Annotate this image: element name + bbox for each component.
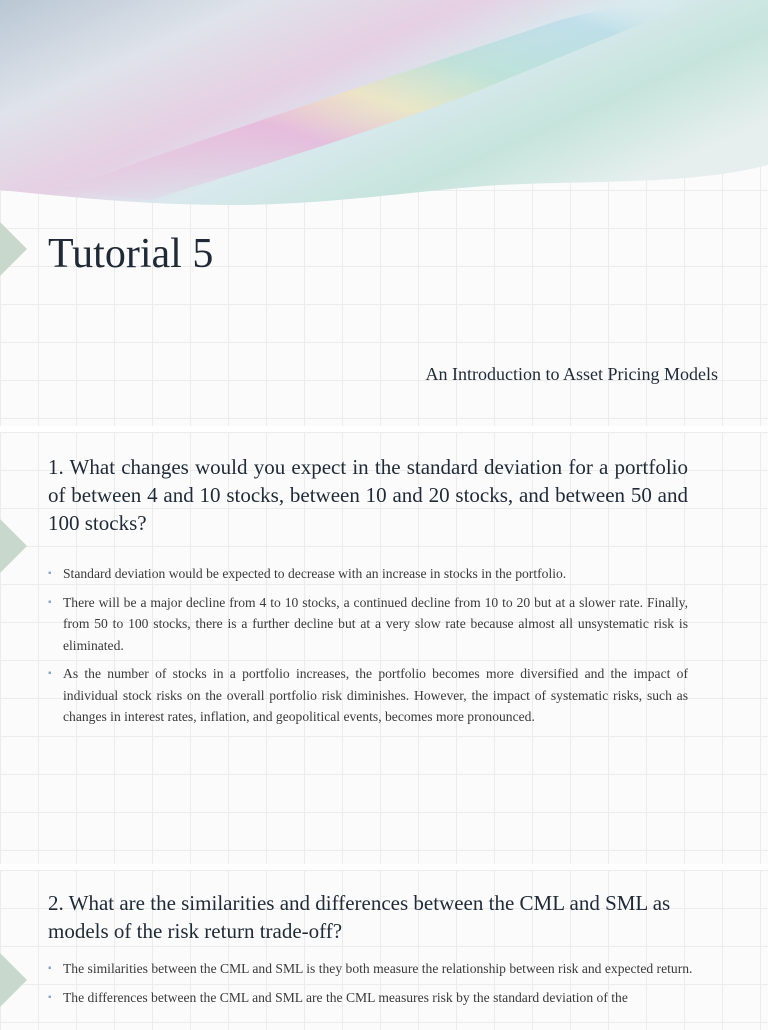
question-1-heading: 1. What changes would you expect in the standard deviation for a portfolio of between 4 and 10 stocks, between 10 and 20 stocks, and between 50 and 100 stocks? bbox=[48, 455, 688, 535]
question-2-slide bbox=[0, 870, 768, 1030]
bullet-icon: ▪ bbox=[48, 568, 52, 579]
list-item-text: Standard deviation would be expected to decrease with an increase in stocks in the portfolio. bbox=[63, 566, 567, 581]
question-2-heading: 2. What are the similarities and differences between the CML and SML as models of the risk return trade-off? bbox=[48, 891, 671, 943]
list-item bbox=[48, 663, 688, 728]
answer-list bbox=[48, 958, 748, 1015]
arrow-marker bbox=[0, 222, 27, 276]
list-item bbox=[48, 958, 748, 980]
title-slide bbox=[0, 0, 768, 426]
list-item bbox=[48, 563, 688, 585]
question-1-slide bbox=[0, 432, 768, 864]
slide-title: Tutorial 5 bbox=[48, 231, 214, 277]
arrow-marker bbox=[0, 519, 27, 573]
bullet-icon: ▪ bbox=[48, 668, 52, 679]
list-item-text: As the number of stocks in a portfolio increases, the portfolio becomes more diversified and the impact of individual stock risks on the overall portfolio risk diminishes. However, the impact of systematic risks, such as changes in interest rates, inflation, and geopolitical events, becomes more pronounced. bbox=[63, 666, 688, 724]
slide-subtitle: An Introduction to Asset Pricing Models bbox=[425, 364, 718, 384]
bullet-icon: ▪ bbox=[48, 596, 52, 608]
list-item-text: There will be a major decline from 4 to 10 stocks, a continued decline from 10 to 20 but at a slower rate. Finally, from 50 to 100 stocks, there is a further decline but at a very slow rate because almost all unsystematic risk is eliminated. bbox=[63, 594, 688, 653]
list-item-text: The differences between the CML and SML are the CML measures risk by the standard deviation of the bbox=[63, 989, 628, 1005]
answer-list bbox=[48, 563, 688, 735]
list-item bbox=[48, 987, 748, 1009]
bullet-icon: ▪ bbox=[48, 963, 52, 974]
arrow-marker bbox=[0, 953, 27, 1007]
list-item-text: The similarities between the CML and SML is they both measure the relationship between risk and expected return. bbox=[63, 961, 693, 976]
bullet-icon: ▪ bbox=[48, 991, 52, 1003]
decorative-banner bbox=[0, 0, 768, 215]
list-item bbox=[48, 592, 688, 657]
